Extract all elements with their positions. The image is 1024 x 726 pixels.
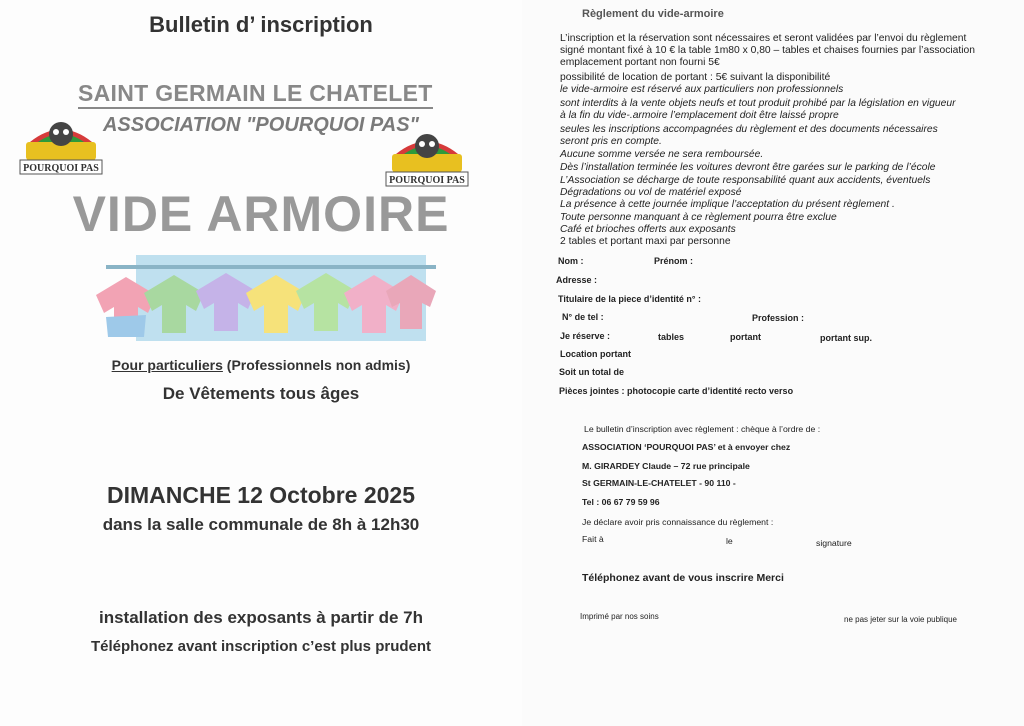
professionnels-note: (Professionnels non admis) <box>222 357 411 373</box>
rule-line: sont interdits à la vente objets neufs et tout produit prohibé par la législation en vigueur <box>560 98 956 109</box>
rule-line: Dégradations ou vol de matériel exposé <box>560 187 742 198</box>
form-reserve-label: Je réserve : <box>560 331 611 341</box>
audience-note <box>0 357 522 373</box>
info-contact-tel: Tel : 06 67 79 59 96 <box>582 497 660 507</box>
info-contact-city: St GERMAIN-LE-CHATELET - 90 110 - <box>582 478 736 488</box>
form-portant-sup-label: portant sup. <box>820 333 872 343</box>
event-venue-time: dans la salle communale de 8h à 12h30 <box>102 515 420 534</box>
rule-line: L’inscription et la réservation sont nécessaires et seront validées par l’envoi du règlement <box>560 33 967 44</box>
rule-line: Café et brioches offerts aux exposants <box>560 224 736 235</box>
form-total-label: Soit un total de <box>559 367 624 377</box>
form-nom-label: Nom : <box>558 256 584 266</box>
form-tel-label: N° de tel : <box>562 312 604 322</box>
association-logo-right <box>384 124 470 190</box>
rule-line: à la fin du vide-.armoire l’emplacement doit être laissé propre <box>560 110 839 121</box>
info-fait-a: Fait à <box>582 534 604 544</box>
phone-advice: Téléphonez avant inscription c’est plus prudent <box>90 638 432 655</box>
event-date: DIMANCHE 12 Octobre 2025 <box>106 482 416 508</box>
association-logo-left <box>18 112 104 178</box>
form-portant-label: portant <box>730 332 761 342</box>
installation-time: installation des exposants à partir de 7h <box>98 608 424 627</box>
clothing-line: De Vêtements tous âges <box>162 384 360 403</box>
rules-title: Règlement du vide-armoire <box>582 8 724 20</box>
form-adresse-label: Adresse : <box>556 275 598 285</box>
particuliers-label: Pour particuliers <box>111 357 223 373</box>
form-profession-label: Profession : <box>752 313 805 323</box>
info-signature: signature <box>816 538 852 548</box>
info-declaration: Je déclare avoir pris connaissance du règlement : <box>582 517 774 527</box>
info-date-le: le <box>726 536 733 546</box>
rule-line: seront pris en compte. <box>560 136 662 147</box>
form-location-label: Location portant <box>560 349 631 359</box>
form-tables-label: tables <box>658 332 685 342</box>
form-prenom-label: Prénom : <box>654 256 694 266</box>
info-phone-before: Téléphonez avant de vous inscrire Merci <box>582 572 784 584</box>
info-printed-by: Imprimé par nos soins <box>580 612 659 621</box>
logo-text: POURQUOI PAS <box>23 163 99 174</box>
clothes-rack-illustration <box>86 255 446 343</box>
rule-line: emplacement portant non fourni 5€ <box>560 57 720 68</box>
rule-line: Toute personne manquant à ce règlement pourra être exclue <box>560 212 837 223</box>
association-name: ASSOCIATION "POURQUOI PAS" <box>102 114 420 136</box>
rule-line: L’Association se décharge de toute responsabilité quant aux accidents, éventuels <box>560 175 931 186</box>
rule-line: Aucune somme versée ne sera remboursée. <box>560 149 764 160</box>
logo-text: POURQUOI PAS <box>389 175 465 186</box>
rule-line: 2 tables et portant maxi par personne <box>560 236 731 247</box>
info-do-not-litter: ne pas jeter sur la voie publique <box>844 615 957 624</box>
bulletin-title: Bulletin d’ inscription <box>149 12 373 37</box>
registration-page <box>522 0 1024 726</box>
rule-line: possibilité de location de portant : 5€ suivant la disponibilité <box>560 72 831 83</box>
event-title: VIDE ARMOIRE <box>72 186 450 242</box>
town-name: SAINT GERMAIN LE CHATELET <box>78 80 433 109</box>
form-titulaire-label: Titulaire de la piece d’identité n° : <box>558 294 701 304</box>
info-bulletin-line: Le bulletin d’inscription avec règlement : chèque à l’ordre de : <box>584 424 821 434</box>
rule-line: Dès l’installation terminée les voitures devront être garées sur le parking de l’école <box>560 162 936 173</box>
info-contact-name: M. GIRARDEY Claude – 72 rue principale <box>582 461 750 471</box>
rule-line: signé montant fixé à 10 € la table 1m80 x 0,80 – tables et chaises fournies par l’association <box>560 45 975 56</box>
rule-line: La présence à cette journée implique l’acceptation du présent règlement . <box>560 199 895 210</box>
info-association-line: ASSOCIATION ‘POURQUOI PAS’ et à envoyer chez <box>582 442 791 452</box>
rule-line: seules les inscriptions accompagnées du règlement et des documents nécessaires <box>560 124 938 135</box>
form-pieces-label: Pièces jointes : photocopie carte d’identité recto verso <box>559 386 794 396</box>
rule-line: le vide-armoire est réservé aux particuliers non professionnels <box>560 84 844 95</box>
